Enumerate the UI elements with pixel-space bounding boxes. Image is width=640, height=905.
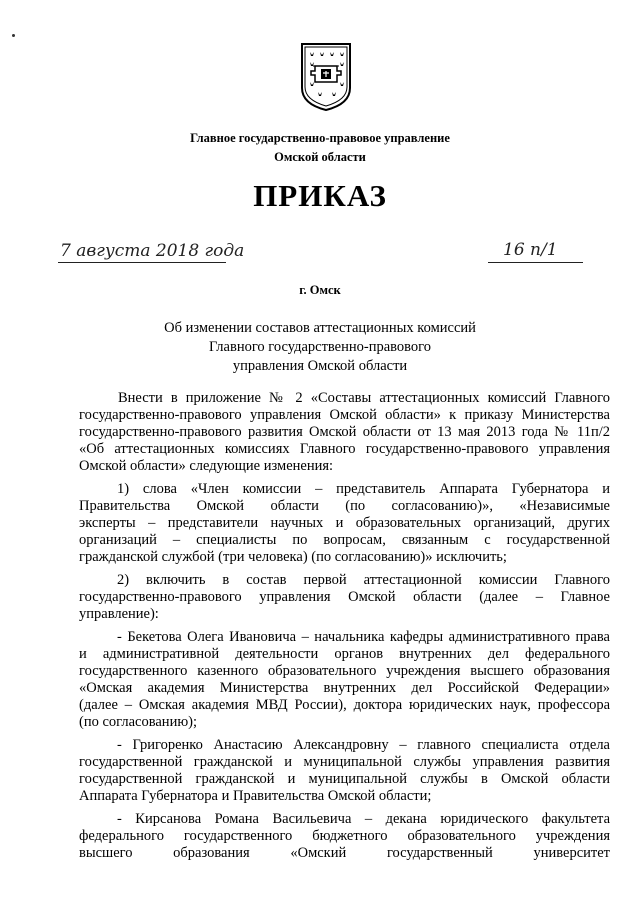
body-line: Аппарата Губернатора и Правительства Омской области; bbox=[79, 788, 432, 804]
body-line: - Бекетова Олега Ивановича – начальника кафедры административного права bbox=[117, 629, 610, 645]
number-underline bbox=[488, 262, 583, 263]
organization-name: Главное государственно-правовое управление bbox=[190, 131, 450, 145]
body-line: высшего образования «Омский государственный университет bbox=[79, 845, 610, 861]
body-line: федерального государственного бюджетного образовательного учреждения bbox=[79, 828, 610, 844]
body-line: - Григоренко Анастасию Александровну – главного специалиста отдела bbox=[117, 737, 610, 753]
body-line: 1) слова «Член комиссии – представитель Аппарата Губернатора и bbox=[117, 481, 610, 497]
scan-speck bbox=[12, 34, 15, 37]
body-line: государственного казенного образовательного учреждения высшего образования bbox=[79, 663, 610, 679]
body-line: государственной гражданской и муниципальной службы в Омской области bbox=[79, 771, 610, 787]
handwritten-date: 7 августа 2018 года bbox=[60, 241, 245, 261]
body-line: (по согласованию); bbox=[79, 714, 198, 730]
body-line: и административной деятельности органов внутренних дел федерального bbox=[79, 646, 610, 662]
body-line: Правительства Омской области (по согласованию)», «Независимые bbox=[79, 498, 610, 514]
organization-region: Омской области bbox=[274, 150, 366, 164]
body-line: государственно-правового управления Омской области (далее – Главное bbox=[79, 589, 610, 605]
body-line: эксперты – представители научных и образовательных организаций, других bbox=[79, 515, 610, 531]
subject-line: управления Омской области bbox=[232, 358, 408, 374]
body-line: государственно-правового управления Омской области» к приказу Министерства bbox=[79, 407, 610, 423]
subject-line: Главного государственно-правового bbox=[209, 339, 431, 355]
body-line: «Омская академия Министерства внутренних дел Российской Федерации» bbox=[79, 680, 610, 696]
coat-of-arms-icon bbox=[300, 42, 352, 112]
subject-line: Об изменении составов аттестационных комиссий bbox=[164, 320, 476, 336]
city-line: г. Омск bbox=[299, 283, 341, 297]
body-line: «Об аттестационных комиссиях Главного государственно-правового управления bbox=[79, 441, 610, 457]
body-line: (далее – Омская академия МВД России), доктора юридических наук, профессора bbox=[79, 697, 610, 713]
body-line: 2) включить в состав первой аттестационной комиссии Главного bbox=[117, 572, 610, 588]
document-title: ПРИКАЗ bbox=[253, 178, 387, 213]
body-line: государственной гражданской и муниципальной службы управления развития bbox=[79, 754, 610, 770]
body-line: Омской области» следующие изменения: bbox=[79, 458, 334, 474]
body-line: гражданской службой (три человека) (по согласованию)» исключить; bbox=[79, 549, 507, 565]
body-line: организаций – специалисты по вопросам, связанным с государственной bbox=[79, 532, 610, 548]
body-line: - Кирсанова Романа Васильевича – декана юридического факультета bbox=[117, 811, 610, 827]
body-line: управление): bbox=[79, 606, 159, 622]
body-line: Внести в приложение № 2 «Составы аттестационных комиссий Главного bbox=[118, 390, 610, 406]
body-line: государственно-правового развития Омской области от 13 мая 2013 года № 11п/2 bbox=[79, 424, 610, 440]
date-underline bbox=[58, 262, 226, 263]
handwritten-order-number: 16 п/1 bbox=[503, 240, 558, 260]
